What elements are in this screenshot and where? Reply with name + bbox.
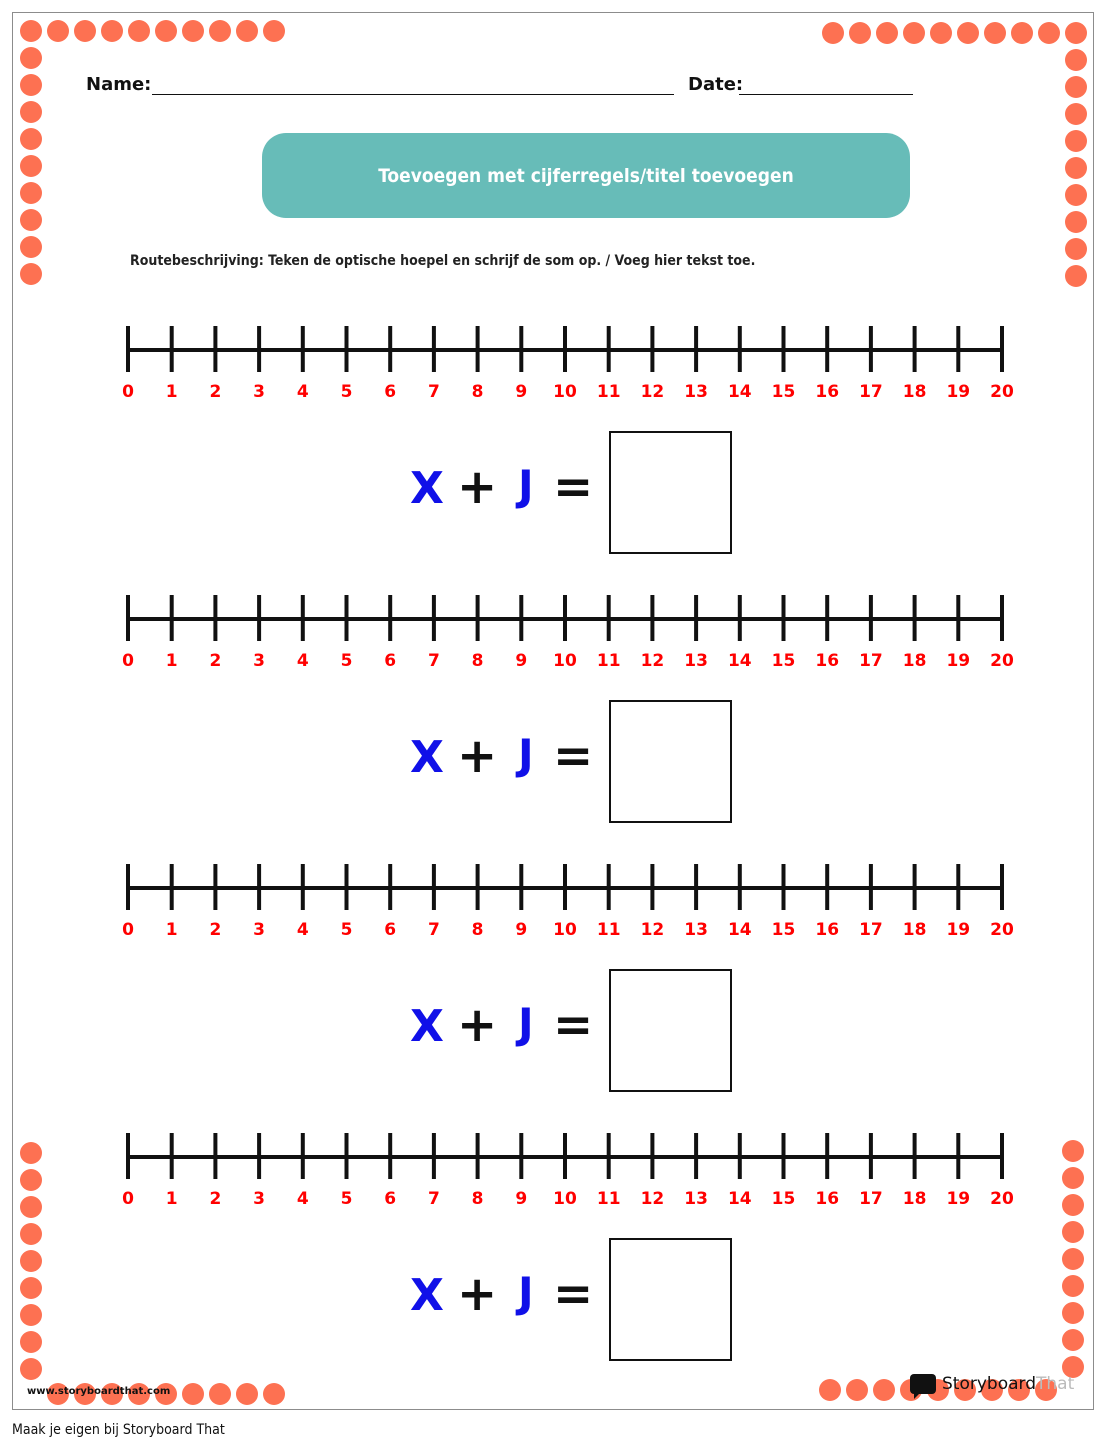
decorative-dot <box>1062 1248 1084 1270</box>
date-label: Date: <box>688 74 744 95</box>
decorative-dot <box>20 182 42 204</box>
page-title: Toevoegen met cijferregels/titel toevoegen <box>378 164 794 187</box>
tick-label: 13 <box>684 1189 708 1209</box>
tick-label: 10 <box>553 920 577 940</box>
plus-sign: + <box>457 997 498 1053</box>
tick-label: 5 <box>340 651 353 671</box>
tick-label: 9 <box>515 651 528 671</box>
tick-label: 19 <box>946 382 971 402</box>
decorative-dot <box>20 1250 42 1272</box>
tick-label: 8 <box>471 920 484 940</box>
decorative-dot <box>849 22 871 44</box>
tick-label: 7 <box>427 1189 440 1209</box>
tick-label: 7 <box>427 382 440 402</box>
tick-label: 14 <box>727 920 752 940</box>
tick-label: 5 <box>340 382 353 402</box>
tick-label: 16 <box>815 920 840 940</box>
brand-that: That <box>1036 1374 1075 1394</box>
tick-label: 11 <box>596 920 621 940</box>
decorative-dot <box>209 20 231 42</box>
equation <box>400 969 740 1095</box>
decorative-dot <box>1062 1221 1084 1243</box>
tick-label: 9 <box>515 382 528 402</box>
decorative-dot <box>20 101 42 123</box>
tick-label: 19 <box>946 1189 971 1209</box>
tick-label: 2 <box>209 1189 222 1209</box>
tick-label: 3 <box>253 920 266 940</box>
answer-box[interactable] <box>609 700 732 823</box>
tick-label: 16 <box>815 651 840 671</box>
decorative-dot <box>1011 22 1033 44</box>
tick-label: 14 <box>727 1189 752 1209</box>
decorative-dot <box>822 22 844 44</box>
decorative-dot <box>1065 157 1087 179</box>
decorative-dot <box>20 128 42 150</box>
date-field[interactable] <box>739 94 913 95</box>
brand-logo <box>910 1374 1074 1394</box>
tick-label: 3 <box>253 1189 266 1209</box>
variable-j: J <box>518 461 534 510</box>
decorative-dot <box>155 20 177 42</box>
tick-label: 8 <box>471 651 484 671</box>
tick-label: 1 <box>165 1189 178 1209</box>
decorative-dot <box>984 22 1006 44</box>
decorative-dot <box>20 1331 42 1353</box>
tick-label: 17 <box>859 382 883 402</box>
number-line <box>0 589 1107 679</box>
tick-label: 15 <box>771 651 796 671</box>
tick-label: 1 <box>165 920 178 940</box>
decorative-dot <box>20 1223 42 1245</box>
number-line <box>0 858 1107 948</box>
tick-label: 12 <box>640 382 665 402</box>
tick-label: 11 <box>596 1189 621 1209</box>
decorative-dot <box>47 20 69 42</box>
decorative-dot <box>128 20 150 42</box>
tick-label: 20 <box>990 651 1014 671</box>
tick-label: 7 <box>427 651 440 671</box>
brand-name: Storyboard <box>942 1374 1036 1394</box>
decorative-dot <box>182 20 204 42</box>
tick-label: 4 <box>296 382 309 402</box>
equation <box>400 1238 740 1364</box>
speech-bubble-icon <box>910 1374 936 1394</box>
equation <box>400 700 740 826</box>
decorative-dot <box>1065 22 1087 44</box>
name-field[interactable] <box>152 94 674 95</box>
decorative-dot <box>74 20 96 42</box>
decorative-dot <box>1065 130 1087 152</box>
tick-label: 10 <box>553 1189 577 1209</box>
decorative-dot <box>1065 184 1087 206</box>
tick-label: 3 <box>253 651 266 671</box>
tick-label: 16 <box>815 382 840 402</box>
decorative-dot <box>20 1358 42 1380</box>
tick-label: 18 <box>902 651 927 671</box>
equals-sign: = <box>553 459 594 515</box>
tick-label: 11 <box>596 651 621 671</box>
footer-url: www.storyboardthat.com <box>27 1386 171 1397</box>
variable-x: X <box>410 1270 444 1321</box>
decorative-dot <box>20 1304 42 1326</box>
decorative-dot <box>20 263 42 285</box>
tick-label: 15 <box>771 1189 796 1209</box>
tick-label: 0 <box>122 382 134 402</box>
tick-label: 8 <box>471 382 484 402</box>
decorative-dot <box>876 22 898 44</box>
name-label: Name: <box>86 74 152 95</box>
tick-label: 20 <box>990 920 1014 940</box>
decorative-dot <box>873 1379 895 1401</box>
tick-label: 18 <box>902 1189 927 1209</box>
decorative-dot <box>903 22 925 44</box>
tick-label: 14 <box>727 382 752 402</box>
tick-label: 6 <box>384 920 397 940</box>
decorative-dot <box>263 1383 285 1405</box>
number-line <box>0 320 1107 410</box>
variable-j: J <box>518 730 534 779</box>
tick-label: 18 <box>902 382 927 402</box>
title-banner <box>262 133 910 218</box>
tick-label: 13 <box>684 382 708 402</box>
plus-sign: + <box>457 1266 498 1322</box>
decorative-dot <box>236 1383 258 1405</box>
tick-label: 4 <box>296 1189 309 1209</box>
plus-sign: + <box>457 459 498 515</box>
tick-label: 19 <box>946 651 971 671</box>
tick-label: 14 <box>727 651 752 671</box>
tick-label: 17 <box>859 651 883 671</box>
tick-label: 13 <box>684 920 708 940</box>
decorative-dot <box>846 1379 868 1401</box>
decorative-dot <box>236 20 258 42</box>
variable-x: X <box>410 463 444 514</box>
variable-x: X <box>410 1001 444 1052</box>
decorative-dot <box>1062 1329 1084 1351</box>
tick-label: 20 <box>990 1189 1014 1209</box>
tick-label: 0 <box>122 920 134 940</box>
decorative-dot <box>1065 211 1087 233</box>
decorative-dot <box>1062 1275 1084 1297</box>
decorative-dot <box>1038 22 1060 44</box>
tick-label: 15 <box>771 920 796 940</box>
tick-label: 8 <box>471 1189 484 1209</box>
decorative-dot <box>930 22 952 44</box>
tick-label: 12 <box>640 1189 665 1209</box>
tick-label: 10 <box>553 382 577 402</box>
decorative-dot <box>20 1277 42 1299</box>
directions-text: Routebeschrijving: Teken de optische hoepel en schrijf de som op. / Voeg hier tekst toe. <box>130 253 756 269</box>
tick-label: 4 <box>296 920 309 940</box>
tick-label: 19 <box>946 920 971 940</box>
answer-box[interactable] <box>609 969 732 1092</box>
tick-label: 9 <box>515 920 528 940</box>
tick-label: 18 <box>902 920 927 940</box>
tick-label: 6 <box>384 1189 397 1209</box>
tick-label: 2 <box>209 651 222 671</box>
decorative-dot <box>1065 265 1087 287</box>
tick-label: 1 <box>165 382 178 402</box>
tick-label: 3 <box>253 382 266 402</box>
made-with-link[interactable]: Maak je eigen bij Storyboard That <box>12 1422 225 1438</box>
tick-label: 6 <box>384 382 397 402</box>
tick-label: 2 <box>209 920 222 940</box>
tick-label: 11 <box>596 382 621 402</box>
decorative-dot <box>1065 76 1087 98</box>
tick-label: 5 <box>340 920 353 940</box>
equals-sign: = <box>553 728 594 784</box>
decorative-dot <box>1062 1302 1084 1324</box>
decorative-dot <box>1065 103 1087 125</box>
tick-label: 6 <box>384 651 397 671</box>
decorative-dot <box>20 236 42 258</box>
tick-label: 12 <box>640 651 665 671</box>
decorative-dot <box>101 20 123 42</box>
decorative-dot <box>263 20 285 42</box>
tick-label: 9 <box>515 1189 528 1209</box>
tick-label: 13 <box>684 651 708 671</box>
number-line <box>0 1127 1107 1217</box>
tick-label: 16 <box>815 1189 840 1209</box>
plus-sign: + <box>457 728 498 784</box>
variable-j: J <box>518 999 534 1048</box>
tick-label: 7 <box>427 920 440 940</box>
variable-j: J <box>518 1268 534 1317</box>
decorative-dot <box>20 20 42 42</box>
tick-label: 17 <box>859 920 883 940</box>
tick-label: 15 <box>771 382 796 402</box>
tick-label: 20 <box>990 382 1014 402</box>
decorative-dot <box>20 155 42 177</box>
equation <box>400 431 740 557</box>
decorative-dot <box>20 209 42 231</box>
decorative-dot <box>1065 238 1087 260</box>
decorative-dot <box>20 74 42 96</box>
decorative-dot <box>182 1383 204 1405</box>
tick-label: 17 <box>859 1189 883 1209</box>
tick-label: 0 <box>122 651 134 671</box>
decorative-dot <box>957 22 979 44</box>
tick-label: 12 <box>640 920 665 940</box>
decorative-dot <box>20 47 42 69</box>
tick-label: 0 <box>122 1189 134 1209</box>
answer-box[interactable] <box>609 431 732 554</box>
equals-sign: = <box>553 1266 594 1322</box>
tick-label: 5 <box>340 1189 353 1209</box>
decorative-dot <box>1065 49 1087 71</box>
equals-sign: = <box>553 997 594 1053</box>
decorative-dot <box>209 1383 231 1405</box>
tick-label: 10 <box>553 651 577 671</box>
decorative-dot <box>819 1379 841 1401</box>
answer-box[interactable] <box>609 1238 732 1361</box>
tick-label: 4 <box>296 651 309 671</box>
tick-label: 1 <box>165 651 178 671</box>
variable-x: X <box>410 732 444 783</box>
tick-label: 2 <box>209 382 222 402</box>
